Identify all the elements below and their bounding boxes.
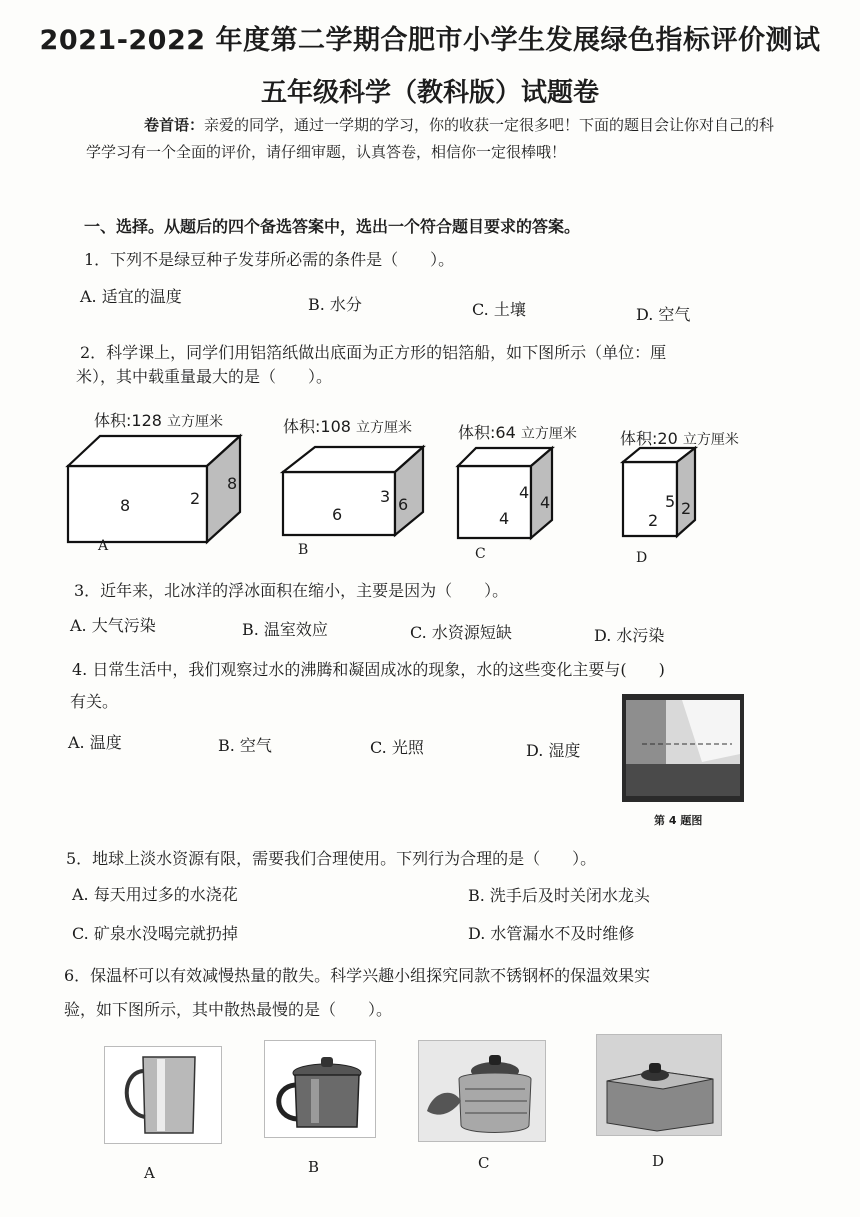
box-c-letter: C	[475, 546, 486, 562]
q6-letter-c: C	[478, 1154, 490, 1172]
box-d-height: 5	[665, 492, 676, 511]
question-5-stem: 5．地球上淡水资源有限，需要我们合理使用。下列行为合理的是（ ）。	[66, 849, 597, 868]
q3-option-a: A. 大气污染	[70, 616, 156, 635]
box-b-height: 3	[380, 487, 391, 506]
box-d-length: 2	[648, 511, 659, 530]
box-a-height: 2	[190, 489, 201, 508]
q4-option-c: C. 光照	[370, 738, 424, 757]
q4-figure-caption: 第 4 题图	[654, 814, 703, 827]
box-a-width: 8	[227, 474, 238, 493]
box-d-letter: D	[636, 550, 648, 566]
exam-title-line2: 五年级科学（教科版）试题卷	[260, 78, 599, 108]
q6-letter-a: A	[144, 1164, 155, 1182]
q1-option-b: B. 水分	[308, 295, 362, 314]
q5-option-a: A. 每天用过多的水浇花	[72, 885, 238, 904]
q1-option-a: A. 适宜的温度	[80, 287, 182, 306]
exam-title-line1: 2021-2022 年度第二学期合肥市小学生发展绿色指标评价测试	[39, 25, 821, 56]
question-1-stem: 1．下列不是绿豆种子发芽所必需的条件是（ ）。	[84, 250, 455, 269]
q4-photo	[622, 694, 744, 802]
box-b-width: 6	[398, 495, 409, 514]
box-a-letter: A	[98, 538, 109, 554]
q4-option-d: D. 湿度	[526, 741, 581, 760]
q4-option-b: B. 空气	[218, 736, 272, 755]
q3-option-d: D. 水污染	[594, 626, 665, 645]
q6-photo-c-wrapped-cup	[418, 1040, 546, 1142]
question-4-stem-line1: 4. 日常生活中，我们观察过水的沸腾和凝固成冰的现象，水的这些变化主要与( )	[72, 660, 665, 679]
box-a-volume: 体积:128 立方厘米	[94, 411, 224, 430]
question-3-stem: 3．近年来，北冰洋的浮冰面积在缩小，主要是因为（ ）。	[74, 581, 509, 600]
box-d	[623, 448, 695, 536]
box-c-volume: 体积:64 立方厘米	[458, 423, 577, 442]
q6-photo-d-boxed-cup	[596, 1034, 722, 1136]
question-2-stem-line2: 米），其中载重量最大的是（ ）。	[76, 367, 333, 386]
q5-option-c: C. 矿泉水没喝完就扔掉	[72, 924, 238, 943]
q6-letter-d: D	[652, 1152, 665, 1170]
q6-photo-b-cup-with-lid	[264, 1040, 376, 1138]
box-c-height: 4	[519, 483, 530, 502]
question-6-stem-line2: 验，如下图所示，其中散热最慢的是（ ）。	[64, 1000, 393, 1019]
box-b-length: 6	[332, 505, 343, 524]
preface-lead: 卷首语：	[144, 116, 205, 134]
question-2-stem-line1: 2．科学课上，同学们用铝箔纸做出底面为正方形的铝箔船，如下图所示（单位：厘	[80, 343, 667, 362]
box-c-width: 4	[540, 493, 551, 512]
box-a-length: 8	[120, 496, 131, 515]
q6-photo-a-plain-cup	[104, 1046, 222, 1144]
q6-letter-b: B	[308, 1158, 320, 1176]
q1-option-d: D. 空气	[636, 305, 691, 324]
q1-option-c: C. 土壤	[472, 300, 526, 319]
question-4-stem-line2: 有关。	[70, 692, 119, 711]
q4-option-a: A. 温度	[68, 733, 122, 752]
question-6-stem-line1: 6．保温杯可以有效减慢热量的散失。科学兴趣小组探究同款不锈钢杯的保温效果实	[64, 966, 651, 985]
box-b-letter: B	[298, 542, 309, 558]
box-d-width: 2	[681, 499, 692, 518]
q5-option-d: D. 水管漏水不及时维修	[468, 924, 635, 943]
preface-text: 亲爱的同学，通过一学期的学习，你的收获一定很多吧！下面的题目会让你对自己的科学学习有一个全面的评价，请仔细审题，认真答卷，相信你一定很棒哦！	[86, 116, 775, 161]
box-b	[283, 447, 423, 535]
box-b-volume: 体积:108 立方厘米	[283, 417, 413, 436]
q3-option-b: B. 温室效应	[242, 620, 328, 639]
section-heading: 一、选择。从题后的四个备选答案中，选出一个符合题目要求的答案。	[84, 217, 581, 236]
q3-option-c: C. 水资源短缺	[410, 623, 512, 642]
box-a	[68, 436, 240, 542]
q5-option-b: B. 洗手后及时关闭水龙头	[468, 886, 650, 905]
box-d-volume: 体积:20 立方厘米	[620, 429, 739, 448]
box-c-length: 4	[499, 509, 510, 528]
